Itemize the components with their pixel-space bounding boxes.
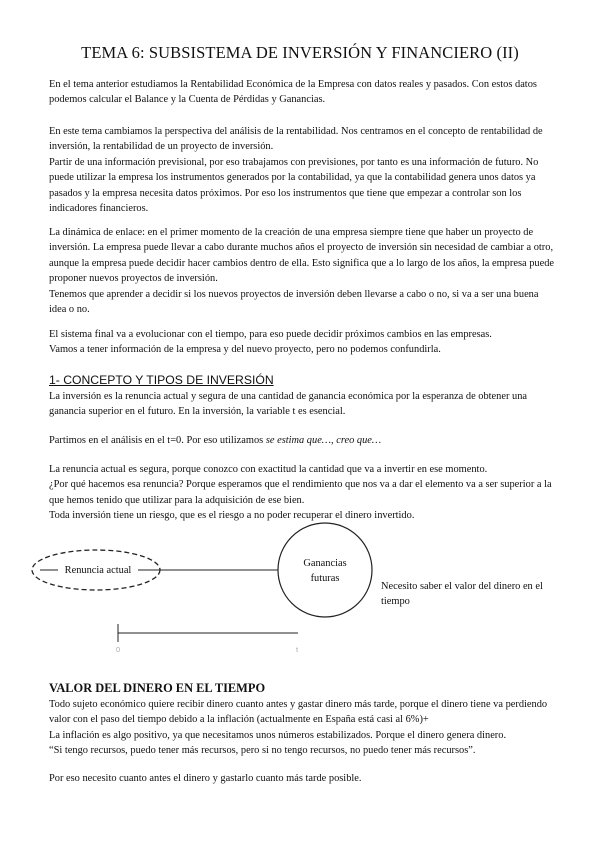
section-heading-valor-dinero: VALOR DEL DINERO EN EL TIEMPO bbox=[49, 681, 266, 695]
t0-paragraph bbox=[49, 433, 554, 448]
intro-text: En el tema anterior estudiamos la Rentabilidad Económica de la Empresa con datos reales y pasados. Con estos datos podemos calcular el Balance y la Cuenta de Pérdidas y Ganancias. bbox=[49, 79, 537, 106]
t0-text bbox=[49, 433, 554, 448]
dynamics-text-2: Tenemos que aprender a decidir si los nuevos proyectos de inversión deben llevarse a cabo o no, si va a ser una buena idea o no. bbox=[49, 288, 539, 316]
intro-paragraph bbox=[49, 77, 554, 108]
perspective-text-2: Partir de una información previsional, por eso trabajamos con previsiones, por tanto es una información de futuro. No puede utilizar la empresa los instrumentos generados por la contabilidad, ya que la contabilidad genera unos datos ya pasados y la empresa necesita datos próximos. Por eso los instrumentos que tiene que empezar a controlar son los indicadores financieros. bbox=[49, 156, 539, 215]
renuncia-text-1: La renuncia actual es segura, porque conozco con exactitud la cantidad que va a invertir en ese momento. bbox=[49, 464, 488, 475]
final-system-paragraph bbox=[49, 327, 554, 358]
ganancias-label-line1: Ganancias bbox=[303, 558, 347, 569]
axis-start-label: 0 bbox=[116, 645, 121, 654]
closing-paragraph bbox=[49, 771, 554, 786]
inversion-definition bbox=[49, 389, 554, 420]
valor-dinero-text-3: “Si tengo recursos, puedo tener más recursos, pero si no tengo recursos, no puedo tener más recursos”. bbox=[49, 745, 476, 757]
renuncia-text-2: ¿Por qué hacemos esa renuncia? Porque esperamos que el rendimiento que nos va a dar el elemento va a ser superior a la que hemos tenido que utilizar para la adquisición de ese bien. bbox=[49, 479, 552, 506]
valor-dinero-paragraph bbox=[49, 697, 554, 759]
dynamics-text-1: La dinámica de enlace: en el primer momento de la creación de una empresa siempre tiene que haber un proyecto de inversión. La empresa puede llevar a cabo durante muchos años el proyecto de inversión sin necesidad de cambiar a otro, aunque la empresa puede decidir hacer cambios dentro de ella. Esto significa que a lo largo de los años, la empresa puede proponer nuevos proyectos de inversión. bbox=[49, 227, 555, 285]
inversion-definition-text: La inversión es la renuncia actual y segura de una cantidad de ganancia económica por la esperanza de obtener una ganancia superior en el futuro. En la inversión, la variable t es esencial. bbox=[49, 391, 528, 418]
t0-plain: Partimos en el análisis en el t=0. Por eso utilizamos bbox=[49, 435, 266, 446]
final-system-text-2: Vamos a tener información de la empresa y del nuevo proyecto, pero no podemos confundirla. bbox=[49, 344, 441, 356]
perspective-text-1: En este tema cambiamos la perspectiva del análisis de la rentabilidad. Nos centramos en el concepto de rentabilidad de inversión, la rentabilidad de un proyecto de inversión. bbox=[49, 126, 543, 153]
closing-text: Por eso necesito cuanto antes el dinero y gastarlo cuanto más tarde posible. bbox=[49, 773, 362, 784]
ganancias-label-line2: futuras bbox=[310, 573, 340, 584]
renuncia-text-3: Toda inversión tiene un riesgo, que es el riesgo a no poder recuperar el dinero invertido. bbox=[49, 510, 415, 522]
valor-dinero-text-2: La inflación es algo positivo, ya que necesitamos unos números estabilizados. Porque el dinero genera dinero. bbox=[49, 729, 507, 741]
section-heading-concepto: 1- CONCEPTO Y TIPOS DE INVERSIÓN bbox=[49, 373, 274, 387]
perspective-paragraph bbox=[49, 124, 554, 216]
final-system-text-1: El sistema final va a evolucionar con el tiempo, para eso puede decidir próximos cambios en las empresas. bbox=[49, 329, 492, 340]
dynamics-paragraph bbox=[49, 225, 554, 317]
diagram-note: Necesito saber el valor del dinero en el tiempo bbox=[381, 581, 543, 607]
page-title: TEMA 6: SUBSISTEMA DE INVERSIÓN Y FINANCIERO (II) bbox=[81, 43, 519, 62]
renuncia-paragraph bbox=[49, 462, 554, 524]
valor-dinero-text-1: Todo sujeto económico quiere recibir dinero cuanto antes y gastar dinero más tarde, porque el dinero tiene va perdiendo valor con el paso del tiempo debido a la inflación (actualmente en España está casi al 6%)+ bbox=[49, 699, 548, 726]
axis-end-label: t bbox=[296, 645, 299, 654]
t0-italic: se estima que…, creo que… bbox=[265, 435, 382, 446]
renuncia-label: Renuncia actual bbox=[58, 563, 138, 578]
